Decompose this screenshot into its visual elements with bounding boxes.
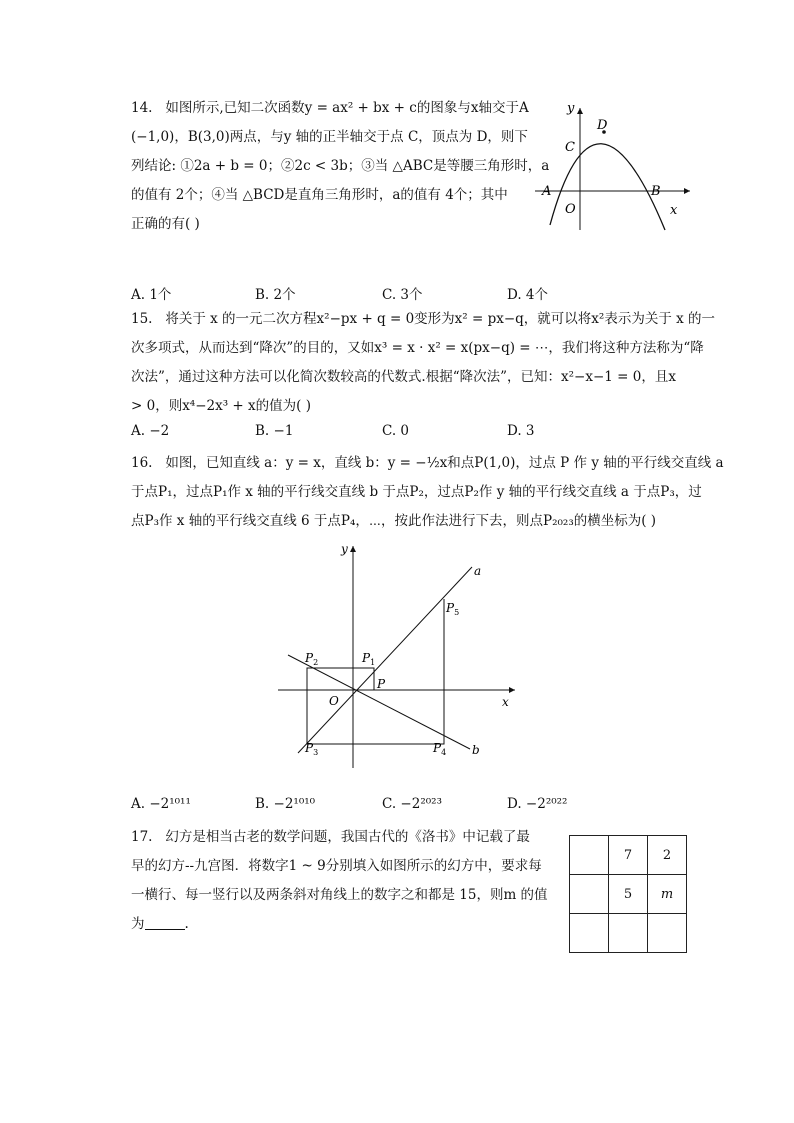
grid-cell — [570, 914, 609, 953]
question-17 — [131, 823, 561, 939]
point-p4-label: $P_4$ — [433, 741, 447, 757]
grid-cell — [609, 914, 648, 953]
question-line: 一横行、每一竖行以及两条斜对角线上的数字之和都是 15，则m 的值 — [131, 887, 548, 903]
line-a-label: a — [474, 564, 482, 578]
magic-square-grid — [569, 835, 687, 953]
question-line: 早的幻方--九宫图．将数字1 ~ 9分别填入如图所示的幻方中，要求每 — [131, 858, 542, 874]
point-p5-label: $P_5$ — [446, 601, 460, 617]
parabola-figure — [525, 100, 700, 235]
question-line: 次法”，通过这种方法可以化简次数较高的代数式.根据“降次法”，已知：x²−x−1 = 0，且x — [131, 369, 676, 385]
question-number: 17. — [131, 829, 153, 845]
lines-figure — [270, 540, 530, 775]
line-a — [298, 567, 472, 753]
grid-row — [570, 914, 687, 953]
point-p-label: P — [377, 677, 386, 691]
question-line: 点P₃作 x 轴的平行线交直线 6 于点P₄，⋯，按此作法进行下去，则点P₂₀₂₃的横坐标为( ) — [131, 513, 657, 529]
grid-cell: 7 — [609, 836, 648, 875]
option-c[interactable]: C. −2²⁰²³ — [382, 796, 442, 812]
option-c[interactable]: C. 3个 — [382, 287, 423, 303]
origin-label: O — [329, 694, 339, 708]
point-p3-label: $P_3$ — [305, 741, 319, 757]
option-d[interactable]: D. −2²⁰²² — [507, 796, 568, 812]
question-line: (−1,0)，B(3,0)两点，与y 轴的正半轴交于点 C，顶点为 D，则下 — [131, 129, 528, 145]
x-axis-label: x — [502, 695, 509, 709]
y-axis-label: y — [567, 101, 575, 116]
question-line: > 0，则x⁴−2x³ + x的值为( ) — [131, 398, 311, 414]
question-line: 将关于 x 的一元二次方程x²−px + q = 0变形为x² = px−q，就可以将x²表示为关于 x 的一 — [165, 311, 716, 327]
x-axis-label: x — [670, 203, 678, 218]
question-number: 16. — [131, 455, 153, 471]
point-b-label: B — [651, 184, 661, 199]
point-a-label: A — [542, 184, 552, 199]
grid-cell — [570, 836, 609, 875]
answer-blank[interactable] — [145, 915, 185, 930]
question-line: 次多项式，从而达到“降次”的目的，又如x³ = x · x² = x(px−q) = ⋯，我们将这种方法称为“降 — [131, 340, 704, 356]
point-p1-label: $P_1$ — [362, 651, 376, 667]
question-line: 如图，已知直线 a：y = x，直线 b：y = −½x和点P(1,0)，过点 P 作 y 轴的平行线交直线 a — [165, 455, 724, 471]
option-c[interactable]: C. 0 — [382, 423, 410, 439]
option-b[interactable]: B. 2个 — [255, 287, 296, 303]
grid-cell: 2 — [648, 836, 687, 875]
origin-label: O — [565, 202, 576, 217]
option-d[interactable]: D. 3 — [507, 423, 535, 439]
option-a[interactable]: A. −2 — [131, 423, 170, 439]
grid-row — [570, 836, 687, 875]
point-d-label: D — [597, 118, 608, 133]
option-d[interactable]: D. 4个 — [507, 287, 549, 303]
question-number: 15. — [131, 311, 153, 327]
question-line-end: . — [184, 916, 189, 932]
question-16 — [131, 449, 724, 536]
question-line: 的值有 2个；④当 △BCD是直角三角形时，a的值有 4个；其中 — [131, 187, 508, 203]
option-b[interactable]: B. −2¹⁰¹⁰ — [255, 796, 316, 812]
option-a[interactable]: A. −2¹⁰¹¹ — [131, 796, 191, 812]
grid-cell — [648, 914, 687, 953]
point-p2-label: $P_2$ — [305, 651, 319, 667]
question-number: 14. — [131, 100, 153, 116]
question-line: 列结论: ①2a + b = 0；②2c < 3b；③当 △ABC是等腰三角形时，a — [131, 158, 550, 174]
question-15 — [131, 305, 716, 421]
point-c-label: C — [565, 140, 575, 155]
question-14 — [131, 94, 550, 239]
construction-path — [307, 599, 444, 744]
line-b-label: b — [472, 743, 480, 757]
grid-cell: m — [648, 875, 687, 914]
parabola-curve — [550, 144, 665, 230]
question-line: 为 — [131, 916, 145, 932]
question-line: 正确的有( ) — [131, 216, 200, 232]
option-a[interactable]: A. 1个 — [131, 287, 172, 303]
grid-row — [570, 875, 687, 914]
grid-cell: 5 — [609, 875, 648, 914]
option-b[interactable]: B. −1 — [255, 423, 294, 439]
question-line: 如图所示,已知二次函数y = ax² + bx + c的图象与x轴交于A — [165, 100, 529, 116]
question-line: 于点P₁，过点P₁作 x 轴的平行线交直线 b 于点P₂，过点P₂作 y 轴的平行线交直线 a 于点P₃，过 — [131, 484, 702, 500]
y-axis-label: y — [341, 542, 348, 556]
question-line: 幻方是相当古老的数学问题，我国古代的《洛书》中记载了最 — [165, 829, 530, 845]
grid-cell — [570, 875, 609, 914]
